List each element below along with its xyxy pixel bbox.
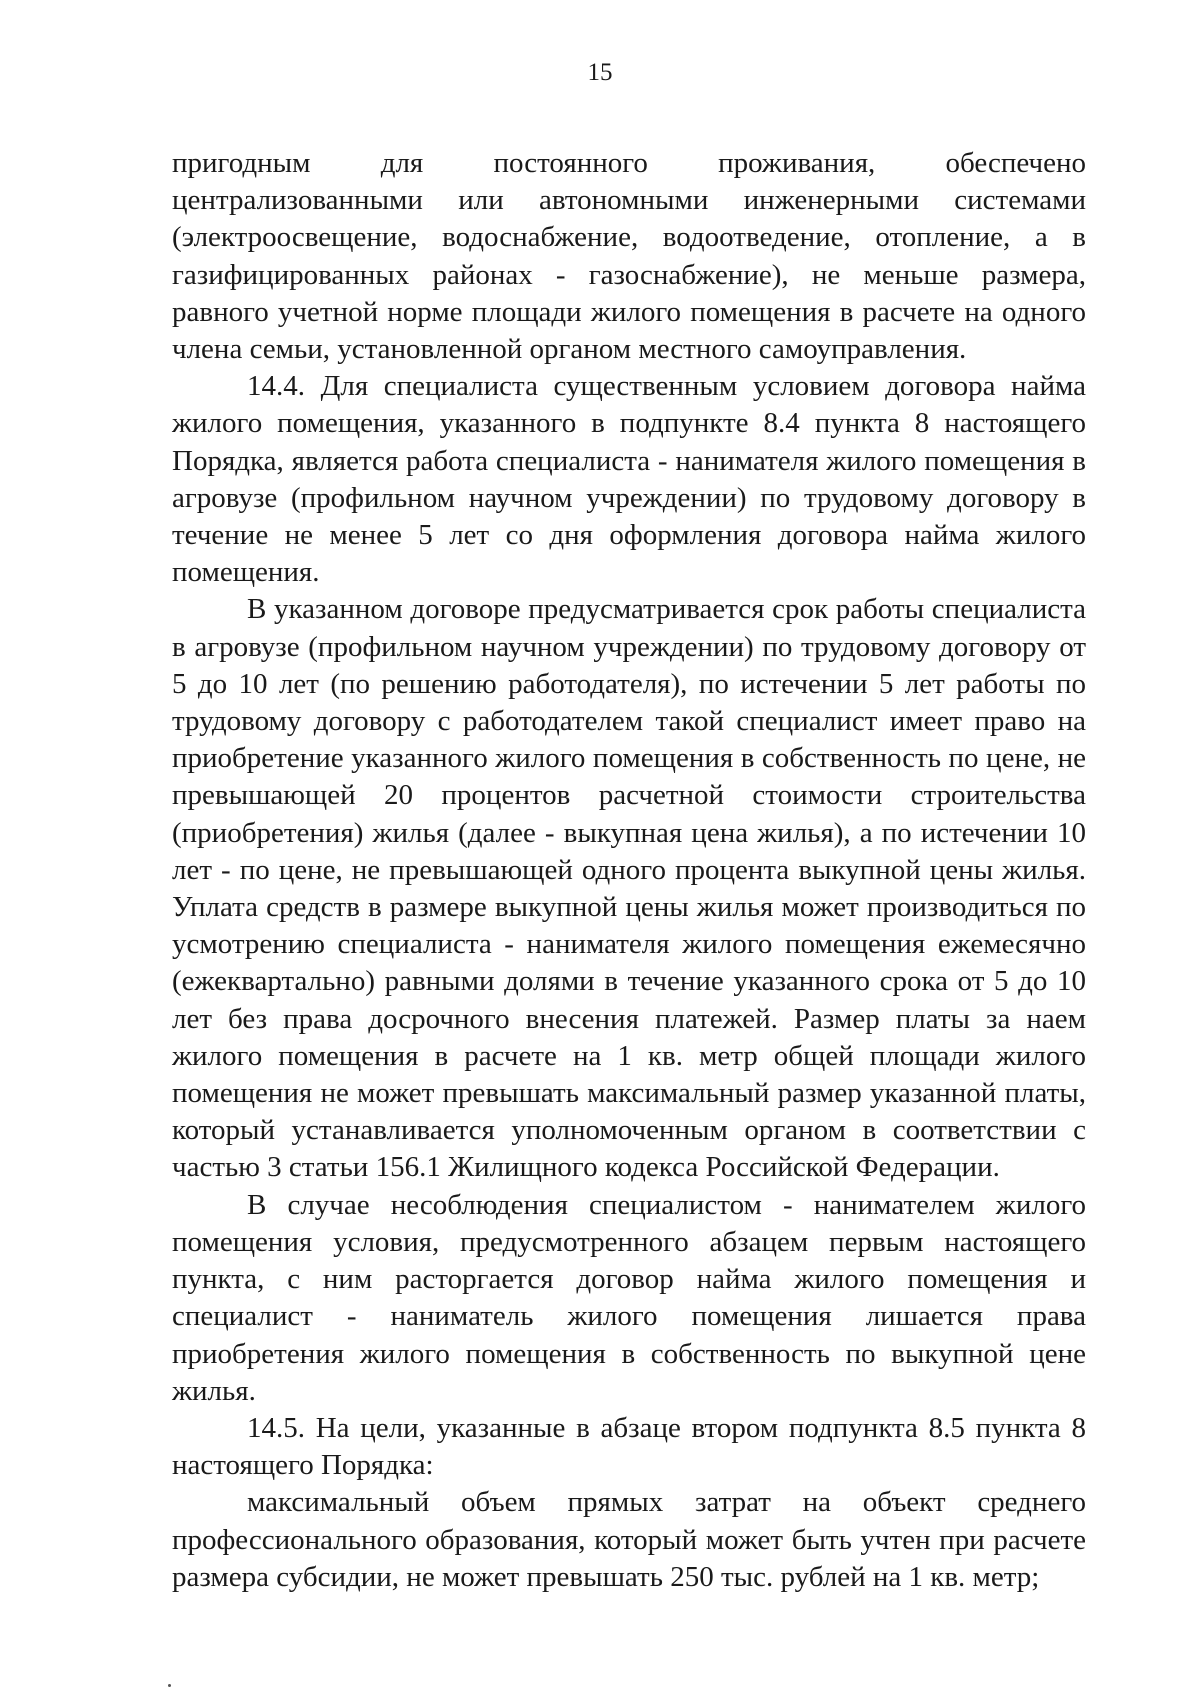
paragraph-14-5: 14.5. На цели, указанные в абзаце втором подпункта 8.5 пункта 8 настоящего Порядка: [172,1411,1086,1482]
paragraph-continuation: пригодным для постоянного проживания, обеспечено централизованными или автономными инженерными системами (электроосвещение, водоснабжение, водоотведение, отопление, а в газифицированных районах - газоснабжение), не меньше размера, равного учетной норме площади жилого помещения в расчете на одного члена семьи, установленной органом местного самоуправления. [172,147,1086,366]
paragraph-14-4: 14.4. Для специалиста существенным условием договора найма жилого помещения, указанного в подпункте 8.4 пункта 8 настоящего Порядка, является работа специалиста - нанимателя жилого помещения в агровузе (профильном научном учреждении) по трудовому договору в течение не менее 5 лет со дня оформления договора найма жилого помещения. [172,370,1086,589]
scan-artifact-dot [168,1684,171,1687]
page-number: 15 [587,59,613,86]
paragraph-noncompliance: В случае несоблюдения специалистом - нанимателем жилого помещения условия, предусмотренного абзацем первым настоящего пункта, с ним расторгается договор найма жилого помещения и специалист - наниматель жилого помещения лишается права приобретения жилого помещения в собственность по выкупной цене жилья. [172,1188,1086,1407]
document-body [172,145,1086,1596]
paragraph-contract-terms: В указанном договоре предусматривается срок работы специалиста в агровузе (профильном научном учреждении) по трудовому договору от 5 до 10 лет (по решению работодателя), по истечении 5 лет работы по трудовому договору с работодателем такой специалист имеет право на приобретение указанного жилого помещения в собственность по цене, не превышающей 20 процентов расчетной стоимости строительства (приобретения) жилья (далее - выкупная цена жилья), а по истечении 10 лет - по цене, не превышающей одного процента выкупной цены жилья. Уплата средств в размере выкупной цены жилья может производиться по усмотрению специалиста - нанимателя жилого помещения ежемесячно (ежеквартально) равными долями в течение указанного срока от 5 до 10 лет без права досрочного внесения платежей. Размер платы за наем жилого помещения в расчете на 1 кв. метр общей площади жилого помещения не может превышать максимальный размер указанной платы, который устанавливается уполномоченным органом в соответствии с частью 3 статьи 156.1 Жилищного кодекса Российской Федерации. [172,593,1086,1184]
paragraph-max-cost: максимальный объем прямых затрат на объект среднего профессионального образования, который может быть учтен при расчете размера субсидии, не может превышать 250 тыс. рублей на 1 кв. метр; [172,1486,1086,1593]
